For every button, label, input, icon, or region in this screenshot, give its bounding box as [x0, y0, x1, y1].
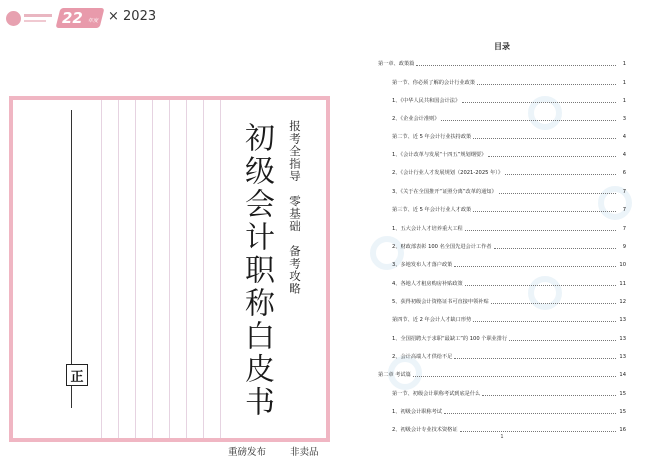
toc-entry-label: 2、初级会计专业技术资格证 [392, 427, 458, 433]
toc-entry-page: 10 [619, 262, 626, 268]
cover-rule [118, 100, 119, 438]
toc-entry-label: 第二章 考试篇 [378, 372, 411, 378]
toc-entry-label: 1、全国招聘大于求职“最缺工”的 100 个职业排行 [392, 336, 508, 342]
toc-entry-label: 3、多地发布人才落户政策 [392, 262, 453, 268]
toc-title: 目录 [494, 42, 510, 51]
toc-entry-page: 6 [622, 170, 626, 176]
cover-rule [203, 100, 204, 438]
cover-rule [135, 100, 136, 438]
toc-leader-dots [473, 321, 616, 322]
toc-entry-page: 16 [619, 427, 626, 433]
toc-entry[interactable] [378, 148, 626, 158]
toc-entry-label: 2、《会计行业人才发展规划（2021-2025 年）》 [392, 170, 504, 176]
cover-subtitle-line: 报考全指导 [288, 120, 302, 183]
toc-leader-dots [482, 395, 616, 396]
toc-entry-page: 7 [622, 226, 626, 232]
toc-entry[interactable] [378, 277, 626, 287]
toc-leader-dots [494, 248, 617, 249]
toc-entry[interactable] [378, 387, 626, 397]
toc-entry[interactable] [378, 76, 626, 86]
toc-leader-dots [416, 65, 616, 66]
toc-entry[interactable] [378, 405, 626, 415]
toc-entry-page: 13 [619, 354, 626, 360]
toc-entry-label: 第一节、初级会计职称考试到底是什么 [392, 391, 481, 397]
toc-entry-label: 第二节、近 5 年会计行业扶持政策 [392, 134, 472, 140]
toc-leader-dots [473, 138, 616, 139]
toc-entry-page: 13 [619, 336, 626, 342]
toc-entry[interactable] [378, 368, 626, 378]
toc-entry-label: 3、《关于在全国推开“证照分离”改革的通知》 [392, 189, 497, 195]
cover-rule [186, 100, 187, 438]
toc-leader-dots [465, 285, 616, 286]
toc-entry-label: 第一节、你必须了解的会计行业政策 [392, 80, 476, 86]
toc-entry-page: 15 [619, 409, 626, 415]
toc-entry-page: 4 [622, 134, 626, 140]
toc-leader-dots [477, 84, 616, 85]
toc-leader-dots [454, 266, 616, 267]
toc-entry-label: 2、会计高端人才供给不足 [392, 354, 453, 360]
cover-rule [220, 100, 221, 438]
toc-leader-dots [473, 211, 616, 212]
toc-page [378, 36, 626, 456]
toc-entry[interactable] [378, 222, 626, 232]
toc-leader-dots [413, 376, 616, 377]
toc-entry-page: 12 [619, 299, 626, 305]
cover-title: 初级会计职称白皮书 [239, 122, 274, 419]
cover-frame [9, 96, 330, 442]
toc-entry[interactable] [378, 57, 626, 67]
toc-leader-dots [465, 230, 616, 231]
badge-suffix: 年度 [87, 18, 99, 24]
toc-entry[interactable] [378, 240, 626, 250]
toc-entry-page: 13 [619, 317, 626, 323]
toc-leader-dots [491, 303, 616, 304]
badge-number: 22 [62, 9, 83, 27]
toc-leader-dots [441, 120, 616, 121]
toc-entry[interactable] [378, 258, 626, 268]
toc-entry-page: 14 [619, 372, 626, 378]
toc-entry-label: 5、获得初级会计资格证书可直接申领补贴 [392, 299, 489, 305]
toc-entry[interactable] [378, 423, 626, 433]
toc-entry-label: 第一章、政策篇 [378, 61, 415, 67]
toc-leader-dots [509, 340, 616, 341]
brand-logo [6, 9, 52, 29]
cover-footer-notforsale: 非卖品 [290, 447, 319, 458]
toc-entry-page: 9 [622, 244, 626, 250]
toc-entry-label: 第三节、近 5 年会计行业人才政策 [392, 207, 472, 213]
toc-entry[interactable] [378, 166, 626, 176]
toc-entry-page: 15 [619, 391, 626, 397]
toc-leader-dots [505, 174, 616, 175]
year-badge [56, 8, 105, 28]
cover-rule [152, 100, 153, 438]
toc-entry-page: 1 [622, 80, 626, 86]
page-number: 1 [500, 434, 504, 440]
toc-entry[interactable] [378, 185, 626, 195]
toc-entry-label: 1、初级会计职称考试 [392, 409, 442, 415]
toc-leader-dots [444, 413, 616, 414]
toc-entry-label: 第四节、近 2 年会计人才缺口形势 [392, 317, 472, 323]
toc-entry-label: 2、《企业会计准则》 [392, 116, 440, 122]
toc-entry[interactable] [378, 313, 626, 323]
toc-leader-dots [499, 193, 616, 194]
cover-subtitle-line: 零基础 [288, 195, 302, 233]
toc-entry-page: 7 [622, 207, 626, 213]
toc-entry[interactable] [378, 295, 626, 305]
toc-entry[interactable] [378, 94, 626, 104]
toc-entry-label: 1、五大会计人才培养重大工程 [392, 226, 463, 232]
toc-entry-page: 7 [622, 189, 626, 195]
toc-entry-page: 3 [622, 116, 626, 122]
cover-subtitle [287, 120, 302, 295]
toc-entry-label: 1、《中华人民共和国会计法》 [392, 98, 461, 104]
toc-entry-label: 4、各地人才租房购房补贴政策 [392, 281, 463, 287]
brand-header [0, 0, 340, 36]
toc-entry-label: 2、财政部表彰 100 名全国先进会计工作者 [392, 244, 492, 250]
cover-stamp: 正 [66, 364, 88, 386]
toc-entry[interactable] [378, 332, 626, 342]
toc-entry-label: 1、《会计改革与发展“十四五”规划纲要》 [392, 152, 487, 158]
toc-leader-dots [488, 156, 616, 157]
toc-entry[interactable] [378, 112, 626, 122]
year-text: × 2023 [108, 9, 157, 24]
toc-entry-page: 1 [622, 98, 626, 104]
toc-leader-dots [454, 358, 616, 359]
toc-entry[interactable] [378, 350, 626, 360]
toc-entry[interactable] [378, 130, 626, 140]
cover-rule [169, 100, 170, 438]
toc-leader-dots [460, 431, 616, 432]
toc-entry[interactable] [378, 203, 626, 213]
cover-subtitle-line: 备考攻略 [288, 245, 302, 296]
cover-rule [101, 100, 102, 438]
toc-entry-page: 11 [619, 281, 626, 287]
cover-footer-release: 重磅发布 [228, 447, 267, 458]
toc-entry-page: 4 [622, 152, 626, 158]
toc-leader-dots [462, 102, 616, 103]
toc-entry-page: 1 [622, 61, 626, 67]
